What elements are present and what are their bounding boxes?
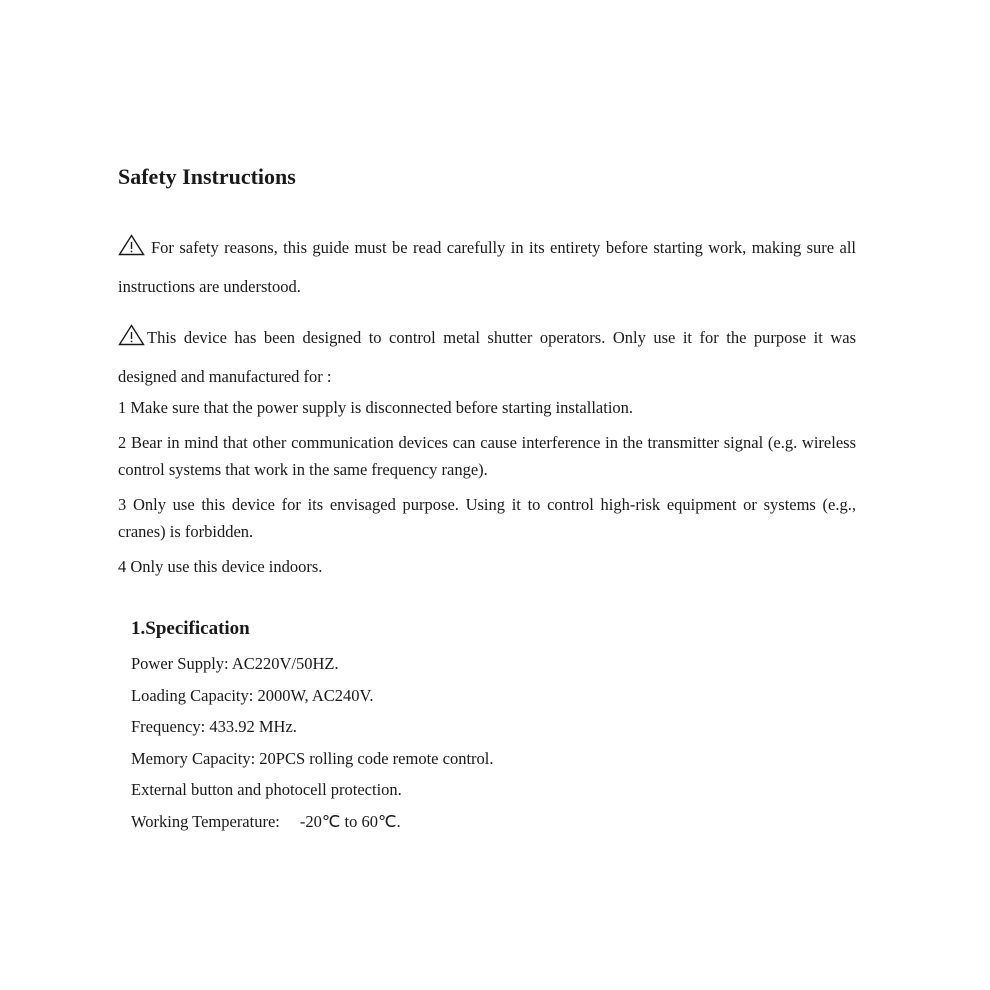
warning-paragraph-1 [118, 228, 856, 306]
spec-item: Frequency: 433.92 MHz. [131, 717, 297, 736]
spec-item: Loading Capacity: 2000W, AC240V. [131, 685, 374, 705]
list-item: 3 Only use this device for its envisaged purpose. Using it to control high-risk equipment or systems (e.g., cranes) is forbidden. [118, 495, 856, 541]
temperature-value: -20℃ to 60℃. [299, 811, 401, 831]
specification-list [131, 648, 493, 837]
spec-item: Memory Capacity: 20PCS rolling code remote control. [131, 748, 494, 768]
warning-triangle-icon [118, 234, 145, 256]
page-title: Safety Instructions [118, 164, 296, 189]
list-item: 2 Bear in mind that other communication devices can cause interference in the transmitter signal (e.g. wireless control systems that work in the same frequency range). [118, 433, 856, 479]
warning-paragraph-2 [118, 318, 856, 396]
warning-triangle-icon [118, 324, 145, 346]
warning-text-2: This device has been designed to control metal shutter operators. Only use it for the purpose it was designed and manufactured for : [118, 328, 856, 386]
spec-item: External button and photocell protection. [131, 780, 402, 799]
safety-list [118, 394, 856, 588]
warning-text-1: For safety reasons, this guide must be read carefully in its entirety before starting work, making sure all instructions are understood. [118, 238, 856, 296]
list-item: 4 Only use this device indoors. [118, 557, 323, 576]
spec-item-temperature [131, 806, 493, 838]
temperature-label: Working Temperature: [131, 811, 280, 831]
list-item: 1 Make sure that the power supply is disconnected before starting installation. [118, 398, 634, 417]
section-title: 1.Specification [131, 618, 250, 639]
spec-item: Power Supply: AC220V/50HZ. [131, 654, 339, 673]
